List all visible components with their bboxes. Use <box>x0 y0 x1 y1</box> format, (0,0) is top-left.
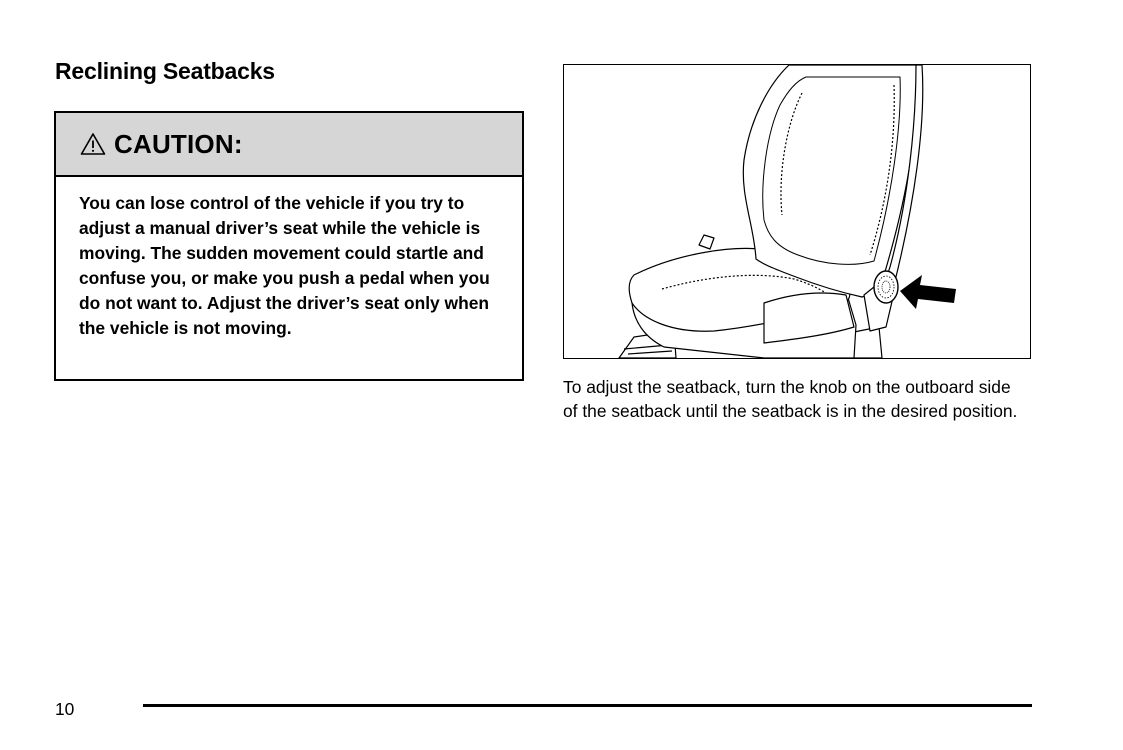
arrow-icon <box>900 275 956 309</box>
page-number: 10 <box>55 699 75 719</box>
seat-figure <box>563 64 1031 359</box>
figure-caption: To adjust the seatback, turn the knob on the outboard side of the seatback until the seatback is in the desired position. <box>563 377 1018 421</box>
caution-title: CAUTION: <box>114 128 243 159</box>
recline-knob <box>874 271 898 303</box>
caution-text: You can lose control of the vehicle if you try to adjust a manual driver’s seat while the vehicle is moving. The sudden movement could startle and confuse you, or make you push a pedal when you do not want to. Adjust the driver’s seat only when the vehicle is not moving. <box>79 193 490 338</box>
caution-box <box>54 111 524 381</box>
footer-rule <box>143 704 1032 707</box>
seat-illustration <box>564 65 1030 358</box>
section-title: Reclining Seatbacks <box>55 58 275 84</box>
caution-header <box>56 113 522 177</box>
warning-triangle-icon <box>80 132 106 156</box>
